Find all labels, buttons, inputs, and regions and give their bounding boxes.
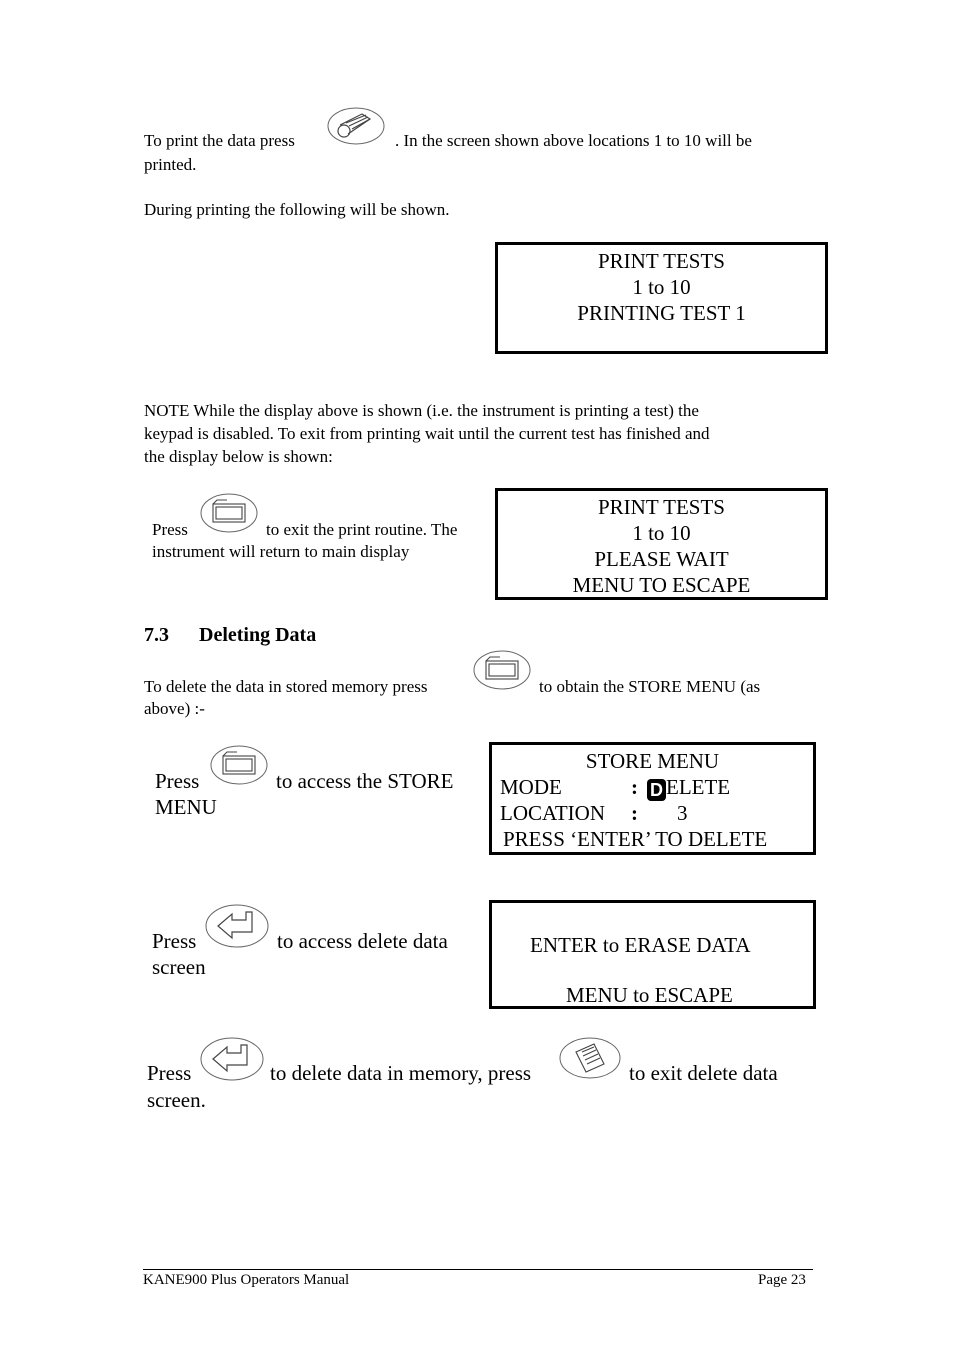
lcd-printing-display xyxy=(495,242,828,354)
exit-print-press: Press xyxy=(152,520,188,539)
lcd-location-value: 3 xyxy=(677,801,688,825)
lcd-line: PRINTING TEST 1 xyxy=(577,301,746,325)
store-step-press: Press xyxy=(155,769,200,793)
lcd-escape-line: MENU to ESCAPE xyxy=(566,983,733,1007)
delete-intro-after: to obtain the STORE MENU (as xyxy=(539,677,761,696)
lcd-line: PRINT TESTS xyxy=(597,249,725,273)
lcd-location-label: LOCATION xyxy=(500,801,605,825)
delete-step-line2: screen xyxy=(152,955,206,979)
lcd-line: MENU TO ESCAPE xyxy=(572,573,751,597)
lcd-location-colon: : xyxy=(631,801,638,825)
lcd-mode-value: D ELETE xyxy=(647,774,730,801)
store-step-line2: MENU xyxy=(155,795,217,819)
print-instruction: To print the data press xyxy=(144,131,295,150)
section-title: Deleting Data xyxy=(199,624,317,646)
menu-key-icon xyxy=(472,649,532,691)
delete-step-after: to access delete data xyxy=(277,929,448,953)
store-step-after: to access the STORE xyxy=(276,769,454,793)
footer-title: KANE900 Plus Operators Manual xyxy=(143,1272,350,1288)
lcd-please-wait-display xyxy=(495,488,828,600)
delete-step-press: Press xyxy=(152,929,197,953)
lcd-line: 1 to 10 xyxy=(632,521,691,545)
print-instruction-line2: printed. xyxy=(144,155,197,174)
print-instruction-after: . In the screen shown above locations 1 to 10 will be xyxy=(395,131,752,150)
final-step-press: Press xyxy=(147,1061,192,1085)
final-step-mid: to delete data in memory, press xyxy=(270,1061,532,1085)
lcd-erase-line: ENTER to ERASE DATA xyxy=(530,933,751,957)
note-paragraph: NOTE While the display above is shown (i.e. the instrument is printing a test) the keypad is disabled. To exit from printing wait until the current test has finished and the display below is shown: xyxy=(144,401,710,466)
printing-shown-text: During printing the following will be shown. xyxy=(144,200,450,219)
exit-print-line2: instrument will return to main display xyxy=(152,542,410,561)
page-number: Page 23 xyxy=(758,1272,806,1288)
footer-divider xyxy=(143,1269,813,1270)
section-number: 7.3 xyxy=(144,624,169,646)
lcd-line: PRINT TESTS xyxy=(597,495,725,519)
lcd-cursor: D xyxy=(647,779,666,801)
enter-key-icon xyxy=(204,903,270,949)
final-step-after: to exit delete data xyxy=(629,1061,778,1085)
lcd-erase-display xyxy=(489,900,816,1009)
enter-key-icon xyxy=(199,1036,265,1082)
menu-key-icon xyxy=(199,492,259,534)
lcd-line: 1 to 10 xyxy=(632,275,691,299)
lcd-footer: PRESS ‘ENTER’ TO DELETE xyxy=(503,827,768,851)
menu-key-icon xyxy=(209,744,269,786)
final-step-line2: screen. xyxy=(147,1088,206,1112)
lcd-title: STORE MENU xyxy=(585,749,720,773)
lcd-store-menu-display xyxy=(489,742,816,855)
escape-key-icon xyxy=(558,1036,622,1080)
lcd-line: PLEASE WAIT xyxy=(594,547,729,571)
section-heading xyxy=(144,624,316,647)
lcd-mode-colon: : xyxy=(631,775,638,799)
lcd-mode-label: MODE xyxy=(500,775,562,799)
delete-intro-line2: above) :- xyxy=(144,699,205,718)
delete-intro: To delete the data in stored memory press xyxy=(144,677,428,696)
exit-print-after: to exit the print routine. The xyxy=(266,520,458,539)
print-key-icon xyxy=(326,106,386,146)
